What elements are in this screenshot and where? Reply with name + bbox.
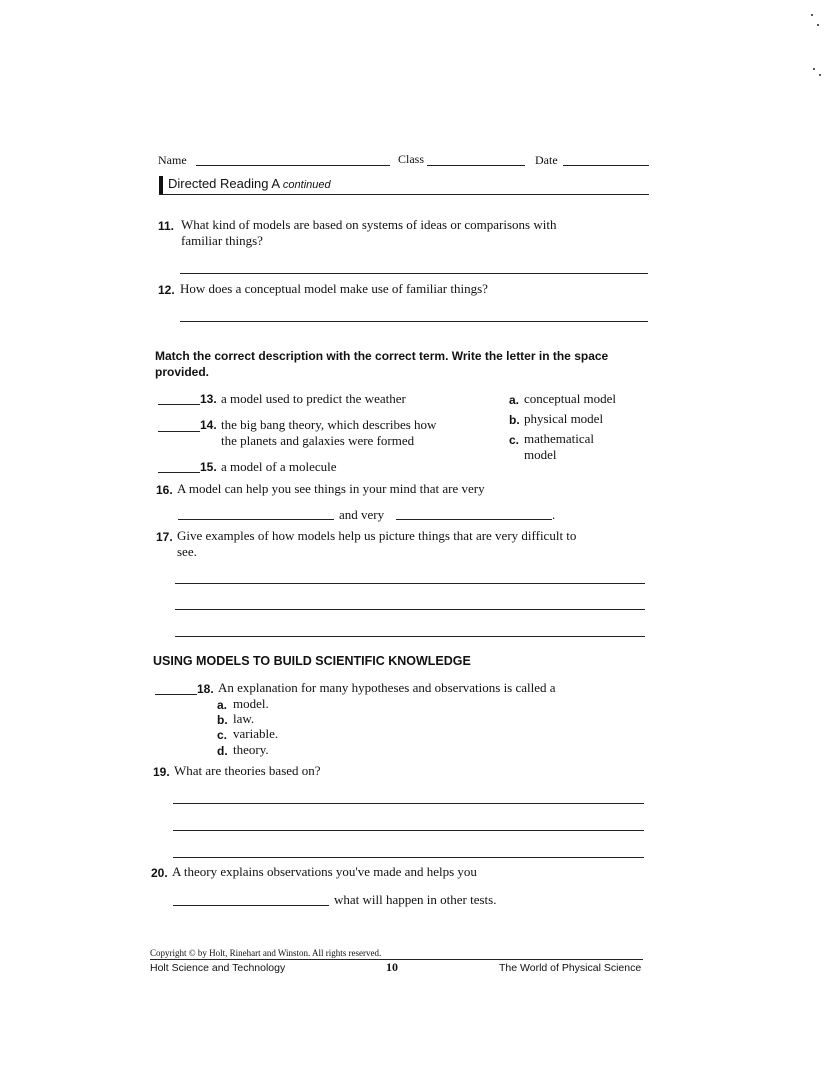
q19-answer-line[interactable] bbox=[173, 803, 644, 804]
q15-blank[interactable] bbox=[158, 472, 200, 473]
q20-blank[interactable] bbox=[173, 905, 329, 906]
name-field[interactable] bbox=[196, 165, 390, 166]
match-instruction-line2: provided. bbox=[155, 365, 210, 379]
section-header bbox=[168, 176, 331, 191]
option-c-letter: c. bbox=[509, 433, 520, 447]
q13-number: 13. bbox=[200, 392, 217, 406]
q11-answer-line[interactable] bbox=[180, 273, 648, 274]
q16-text: A model can help you see things in your mind that are very bbox=[177, 481, 485, 496]
q11-text-line2: familiar things? bbox=[181, 233, 263, 248]
q16-number: 16. bbox=[156, 483, 173, 497]
q19-number: 19. bbox=[153, 765, 170, 779]
option-c-text-line1: mathematical bbox=[524, 431, 595, 446]
scan-speck bbox=[817, 24, 819, 26]
option-a-letter: a. bbox=[509, 393, 520, 407]
q17-number: 17. bbox=[156, 530, 173, 544]
section-suffix: continued bbox=[282, 179, 331, 191]
q17-text-line1: Give examples of how models help us picture things that are very difficult to bbox=[177, 528, 577, 543]
q17-answer-line[interactable] bbox=[175, 636, 645, 637]
q18-choice-d-text: theory. bbox=[233, 742, 269, 757]
header-rule bbox=[159, 194, 649, 195]
class-field[interactable] bbox=[427, 165, 525, 166]
q18-number: 18. bbox=[197, 682, 214, 696]
q18-choice-b-text: law. bbox=[233, 711, 255, 726]
q19-answer-line[interactable] bbox=[173, 830, 644, 831]
q17-answer-line[interactable] bbox=[175, 609, 645, 610]
option-a-text: conceptual model bbox=[524, 391, 617, 406]
q17-answer-line[interactable] bbox=[175, 583, 645, 584]
q16-end-period: . bbox=[552, 507, 556, 522]
q11-text-line1: What kind of models are based on systems of ideas or comparisons with bbox=[181, 217, 557, 232]
q18-choice-b-letter: b. bbox=[217, 713, 228, 727]
q14-text-line1: the big bang theory, which describes how bbox=[221, 417, 437, 432]
copyright: Copyright © by Holt, Rinehart and Winston. All rights reserved. bbox=[150, 948, 382, 958]
option-b-letter: b. bbox=[509, 413, 520, 427]
q18-choice-a-text: model. bbox=[233, 696, 269, 711]
q18-choice-d-letter: d. bbox=[217, 744, 228, 758]
section-title: Directed Reading A bbox=[168, 176, 280, 191]
footer-right: The World of Physical Science bbox=[499, 962, 642, 974]
section-heading: USING MODELS TO BUILD SCIENTIFIC KNOWLEDGE bbox=[153, 654, 471, 668]
section-marker bbox=[159, 176, 163, 194]
q18-text: An explanation for many hypotheses and observations is called a bbox=[218, 680, 556, 695]
q16-blank-2[interactable] bbox=[396, 519, 552, 520]
q17-text-line2: see. bbox=[177, 544, 197, 559]
scan-speck bbox=[813, 68, 815, 70]
option-c-text-line2: model bbox=[524, 447, 557, 462]
q18-choice-c-letter: c. bbox=[217, 728, 228, 742]
q20-text: A theory explains observations you've made and helps you bbox=[172, 864, 477, 879]
q14-text-line2: the planets and galaxies were formed bbox=[221, 433, 415, 448]
q15-number: 15. bbox=[200, 460, 217, 474]
q18-choice-a-letter: a. bbox=[217, 698, 228, 712]
q11-number: 11. bbox=[158, 219, 175, 233]
q18-blank[interactable] bbox=[155, 694, 197, 695]
name-label: Name bbox=[158, 153, 187, 167]
q13-blank[interactable] bbox=[158, 404, 200, 405]
q14-blank[interactable] bbox=[158, 431, 200, 432]
q20-tail-text: what will happen in other tests. bbox=[334, 892, 497, 907]
q15-text: a model of a molecule bbox=[221, 459, 337, 474]
q16-blank-1[interactable] bbox=[178, 519, 334, 520]
q14-number: 14. bbox=[200, 418, 217, 432]
option-b-text: physical model bbox=[524, 411, 604, 426]
class-label: Class bbox=[398, 152, 425, 166]
q12-answer-line[interactable] bbox=[180, 321, 648, 322]
date-field[interactable] bbox=[563, 165, 649, 166]
date-label: Date bbox=[535, 153, 558, 167]
q19-text: What are theories based on? bbox=[174, 763, 321, 778]
q12-text: How does a conceptual model make use of familiar things? bbox=[180, 281, 488, 296]
q16-mid-text: and very bbox=[339, 507, 385, 522]
page-number: 10 bbox=[386, 960, 398, 974]
scan-speck bbox=[811, 14, 813, 16]
q18-choice-c-text: variable. bbox=[233, 726, 279, 741]
q19-answer-line[interactable] bbox=[173, 857, 644, 858]
scan-speck bbox=[819, 74, 821, 76]
q13-text: a model used to predict the weather bbox=[221, 391, 406, 406]
q20-number: 20. bbox=[151, 866, 168, 880]
footer-left: Holt Science and Technology bbox=[150, 962, 286, 974]
q12-number: 12. bbox=[158, 283, 175, 297]
match-instruction-line1: Match the correct description with the correct term. Write the letter in the space bbox=[155, 349, 609, 363]
